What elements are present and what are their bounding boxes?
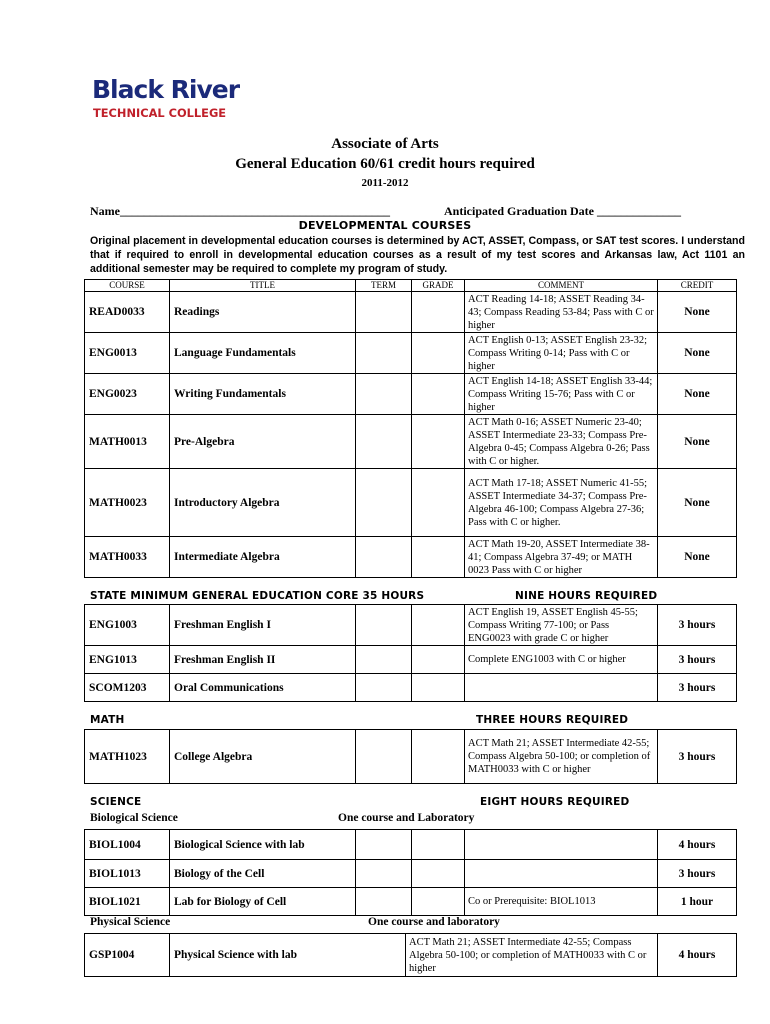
math-heading: MATH <box>90 714 125 726</box>
col-credit: CREDIT <box>658 280 737 292</box>
english-requirement: NINE HOURS REQUIRED <box>515 590 658 602</box>
course-code: ENG1013 <box>85 646 170 674</box>
math-table <box>84 729 737 784</box>
course-credit: None <box>658 537 737 578</box>
course-title: Lab for Biology of Cell <box>170 888 356 916</box>
grade-cell[interactable] <box>412 469 465 537</box>
course-comment: ACT Math 19-20, ASSET Intermediate 38-41; Compass Algebra 37-49; or MATH 0023 Pass with C or higher <box>465 537 658 578</box>
science-heading: SCIENCE <box>90 796 142 808</box>
table-row <box>85 934 737 977</box>
table-row <box>85 469 737 537</box>
term-cell[interactable] <box>356 333 412 374</box>
biological-science-label: Biological Science <box>90 812 178 824</box>
math-requirement: THREE HOURS REQUIRED <box>476 714 629 726</box>
grade-cell[interactable] <box>412 605 465 646</box>
logo-line2: TECHNICAL COLLEGE <box>93 106 227 120</box>
course-code: MATH0023 <box>85 469 170 537</box>
course-comment: ACT Math 0-16; ASSET Numeric 23-40; ASSET Intermediate 23-33; Compass Pre-Algebra 0-45; Compass Algebra 0-26; Pass with C or higher. <box>465 415 658 469</box>
course-credit: 4 hours <box>658 830 737 860</box>
biology-table <box>84 829 737 916</box>
developmental-table <box>84 279 737 578</box>
table-row <box>85 646 737 674</box>
course-credit: None <box>658 292 737 333</box>
table-row <box>85 730 737 784</box>
course-comment: ACT Math 21; ASSET Intermediate 42-55; Compass Algebra 50-100; or completion of MATH0033 with C or higher <box>406 934 658 977</box>
course-code: GSP1004 <box>85 934 170 977</box>
course-code: SCOM1203 <box>85 674 170 702</box>
grade-cell[interactable] <box>412 374 465 415</box>
table-row <box>85 830 737 860</box>
physical-science-label: Physical Science <box>90 916 171 928</box>
developmental-heading: DEVELOPMENTAL COURSES <box>298 219 472 232</box>
academic-year: 2011-2012 <box>361 177 409 189</box>
page-subtitle: General Education 60/61 credit hours required <box>235 156 535 172</box>
graduation-date-field[interactable]: Anticipated Graduation Date ______________ <box>444 204 681 218</box>
course-title: Freshman English I <box>170 605 356 646</box>
course-comment: ACT English 19, ASSET English 45-55; Compass Writing 77-100; or Pass ENG0023 with grade C or higher <box>465 605 658 646</box>
biological-science-note: One course and Laboratory <box>338 812 475 824</box>
course-title: College Algebra <box>170 730 356 784</box>
course-comment <box>465 674 658 702</box>
table-row <box>85 374 737 415</box>
course-title: Biological Science with lab <box>170 830 356 860</box>
college-logo <box>90 70 240 122</box>
course-title: Introductory Algebra <box>170 469 356 537</box>
table-row <box>85 888 737 916</box>
grade-cell[interactable] <box>412 830 465 860</box>
grade-cell[interactable] <box>412 292 465 333</box>
course-credit: 3 hours <box>658 860 737 888</box>
col-course: COURSE <box>85 280 170 292</box>
col-grade: GRADE <box>412 280 465 292</box>
table-row <box>85 333 737 374</box>
course-title: Pre-Algebra <box>170 415 356 469</box>
term-cell[interactable] <box>356 730 412 784</box>
course-comment: ACT English 0-13; ASSET English 23-32; Compass Writing 0-14; Pass with C or higher <box>465 333 658 374</box>
course-code: ENG0013 <box>85 333 170 374</box>
course-code: BIOL1004 <box>85 830 170 860</box>
course-code: BIOL1013 <box>85 860 170 888</box>
logo-line1: Black River <box>92 75 240 104</box>
course-title: Intermediate Algebra <box>170 537 356 578</box>
table-row <box>85 292 737 333</box>
grade-cell[interactable] <box>412 860 465 888</box>
physical-science-table <box>84 933 737 977</box>
term-cell[interactable] <box>356 605 412 646</box>
science-requirement: EIGHT HOURS REQUIRED <box>480 796 630 808</box>
course-credit: None <box>658 374 737 415</box>
term-cell[interactable] <box>356 374 412 415</box>
course-comment: Co or Prerequisite: BIOL1013 <box>465 888 658 916</box>
course-title: Freshman English II <box>170 646 356 674</box>
course-title: Physical Science with lab <box>170 934 406 977</box>
course-credit: None <box>658 415 737 469</box>
course-credit: 3 hours <box>658 674 737 702</box>
term-cell[interactable] <box>356 860 412 888</box>
course-credit: 3 hours <box>658 730 737 784</box>
course-credit: 4 hours <box>658 934 737 977</box>
course-code: ENG1003 <box>85 605 170 646</box>
table-row <box>85 860 737 888</box>
course-comment: ACT Math 17-18; ASSET Numeric 41-55; ASSET Intermediate 34-37; Compass Pre-Algebra 46-100; Compass Algebra 27-36; Pass with C or higher. <box>465 469 658 537</box>
grade-cell[interactable] <box>412 888 465 916</box>
page-title: Associate of Arts <box>331 136 439 152</box>
table-row <box>85 605 737 646</box>
col-term: TERM <box>356 280 412 292</box>
term-cell[interactable] <box>356 292 412 333</box>
course-credit: 3 hours <box>658 605 737 646</box>
course-comment: ACT English 14-18; ASSET English 33-44; Compass Writing 15-76; Pass with C or higher <box>465 374 658 415</box>
course-credit: None <box>658 469 737 537</box>
term-cell[interactable] <box>356 469 412 537</box>
table-row <box>85 415 737 469</box>
course-title: Oral Communications <box>170 674 356 702</box>
term-cell[interactable] <box>356 888 412 916</box>
course-code: BIOL1021 <box>85 888 170 916</box>
grade-cell[interactable] <box>412 674 465 702</box>
term-cell[interactable] <box>356 537 412 578</box>
course-comment <box>465 860 658 888</box>
course-credit: None <box>658 333 737 374</box>
course-code: MATH1023 <box>85 730 170 784</box>
core-heading: STATE MINIMUM GENERAL EDUCATION CORE 35 HOURS <box>90 590 425 602</box>
course-credit: 1 hour <box>658 888 737 916</box>
term-cell[interactable] <box>356 830 412 860</box>
course-code: READ0033 <box>85 292 170 333</box>
grade-cell[interactable] <box>412 730 465 784</box>
course-comment: ACT Reading 14-18; ASSET Reading 34-43; Compass Reading 53-84; Pass with C or higher <box>465 292 658 333</box>
course-code: MATH0033 <box>85 537 170 578</box>
term-cell[interactable] <box>356 415 412 469</box>
course-comment: Complete ENG1003 with C or higher <box>465 646 658 674</box>
table-row <box>85 674 737 702</box>
course-code: MATH0013 <box>85 415 170 469</box>
grade-cell[interactable] <box>412 415 465 469</box>
course-title: Biology of the Cell <box>170 860 356 888</box>
col-comment: COMMENT <box>465 280 658 292</box>
developmental-intro: Original placement in developmental education courses is determined by ACT, ASSET, Compass, or SAT test scores. I understand that if required to enroll in developmental education courses as a result of my test scores and Arkansas law, Act 1101 an additional semester may be required to complete my program of study. <box>90 235 745 275</box>
grade-cell[interactable] <box>412 646 465 674</box>
grade-cell[interactable] <box>412 333 465 374</box>
course-comment <box>465 830 658 860</box>
course-credit: 3 hours <box>658 646 737 674</box>
table-row <box>85 537 737 578</box>
col-title: TITLE <box>170 280 356 292</box>
physical-science-note: One course and laboratory <box>368 916 500 928</box>
name-field[interactable]: Name_____________________________________________ <box>90 204 390 218</box>
course-code: ENG0023 <box>85 374 170 415</box>
grade-cell[interactable] <box>412 537 465 578</box>
course-title: Language Fundamentals <box>170 333 356 374</box>
core-table <box>84 604 737 702</box>
term-cell[interactable] <box>356 646 412 674</box>
course-title: Readings <box>170 292 356 333</box>
course-title: Writing Fundamentals <box>170 374 356 415</box>
term-cell[interactable] <box>356 674 412 702</box>
course-comment: ACT Math 21; ASSET Intermediate 42-55; Compass Algebra 50-100; or completion of MATH0033 with C or higher <box>465 730 658 784</box>
